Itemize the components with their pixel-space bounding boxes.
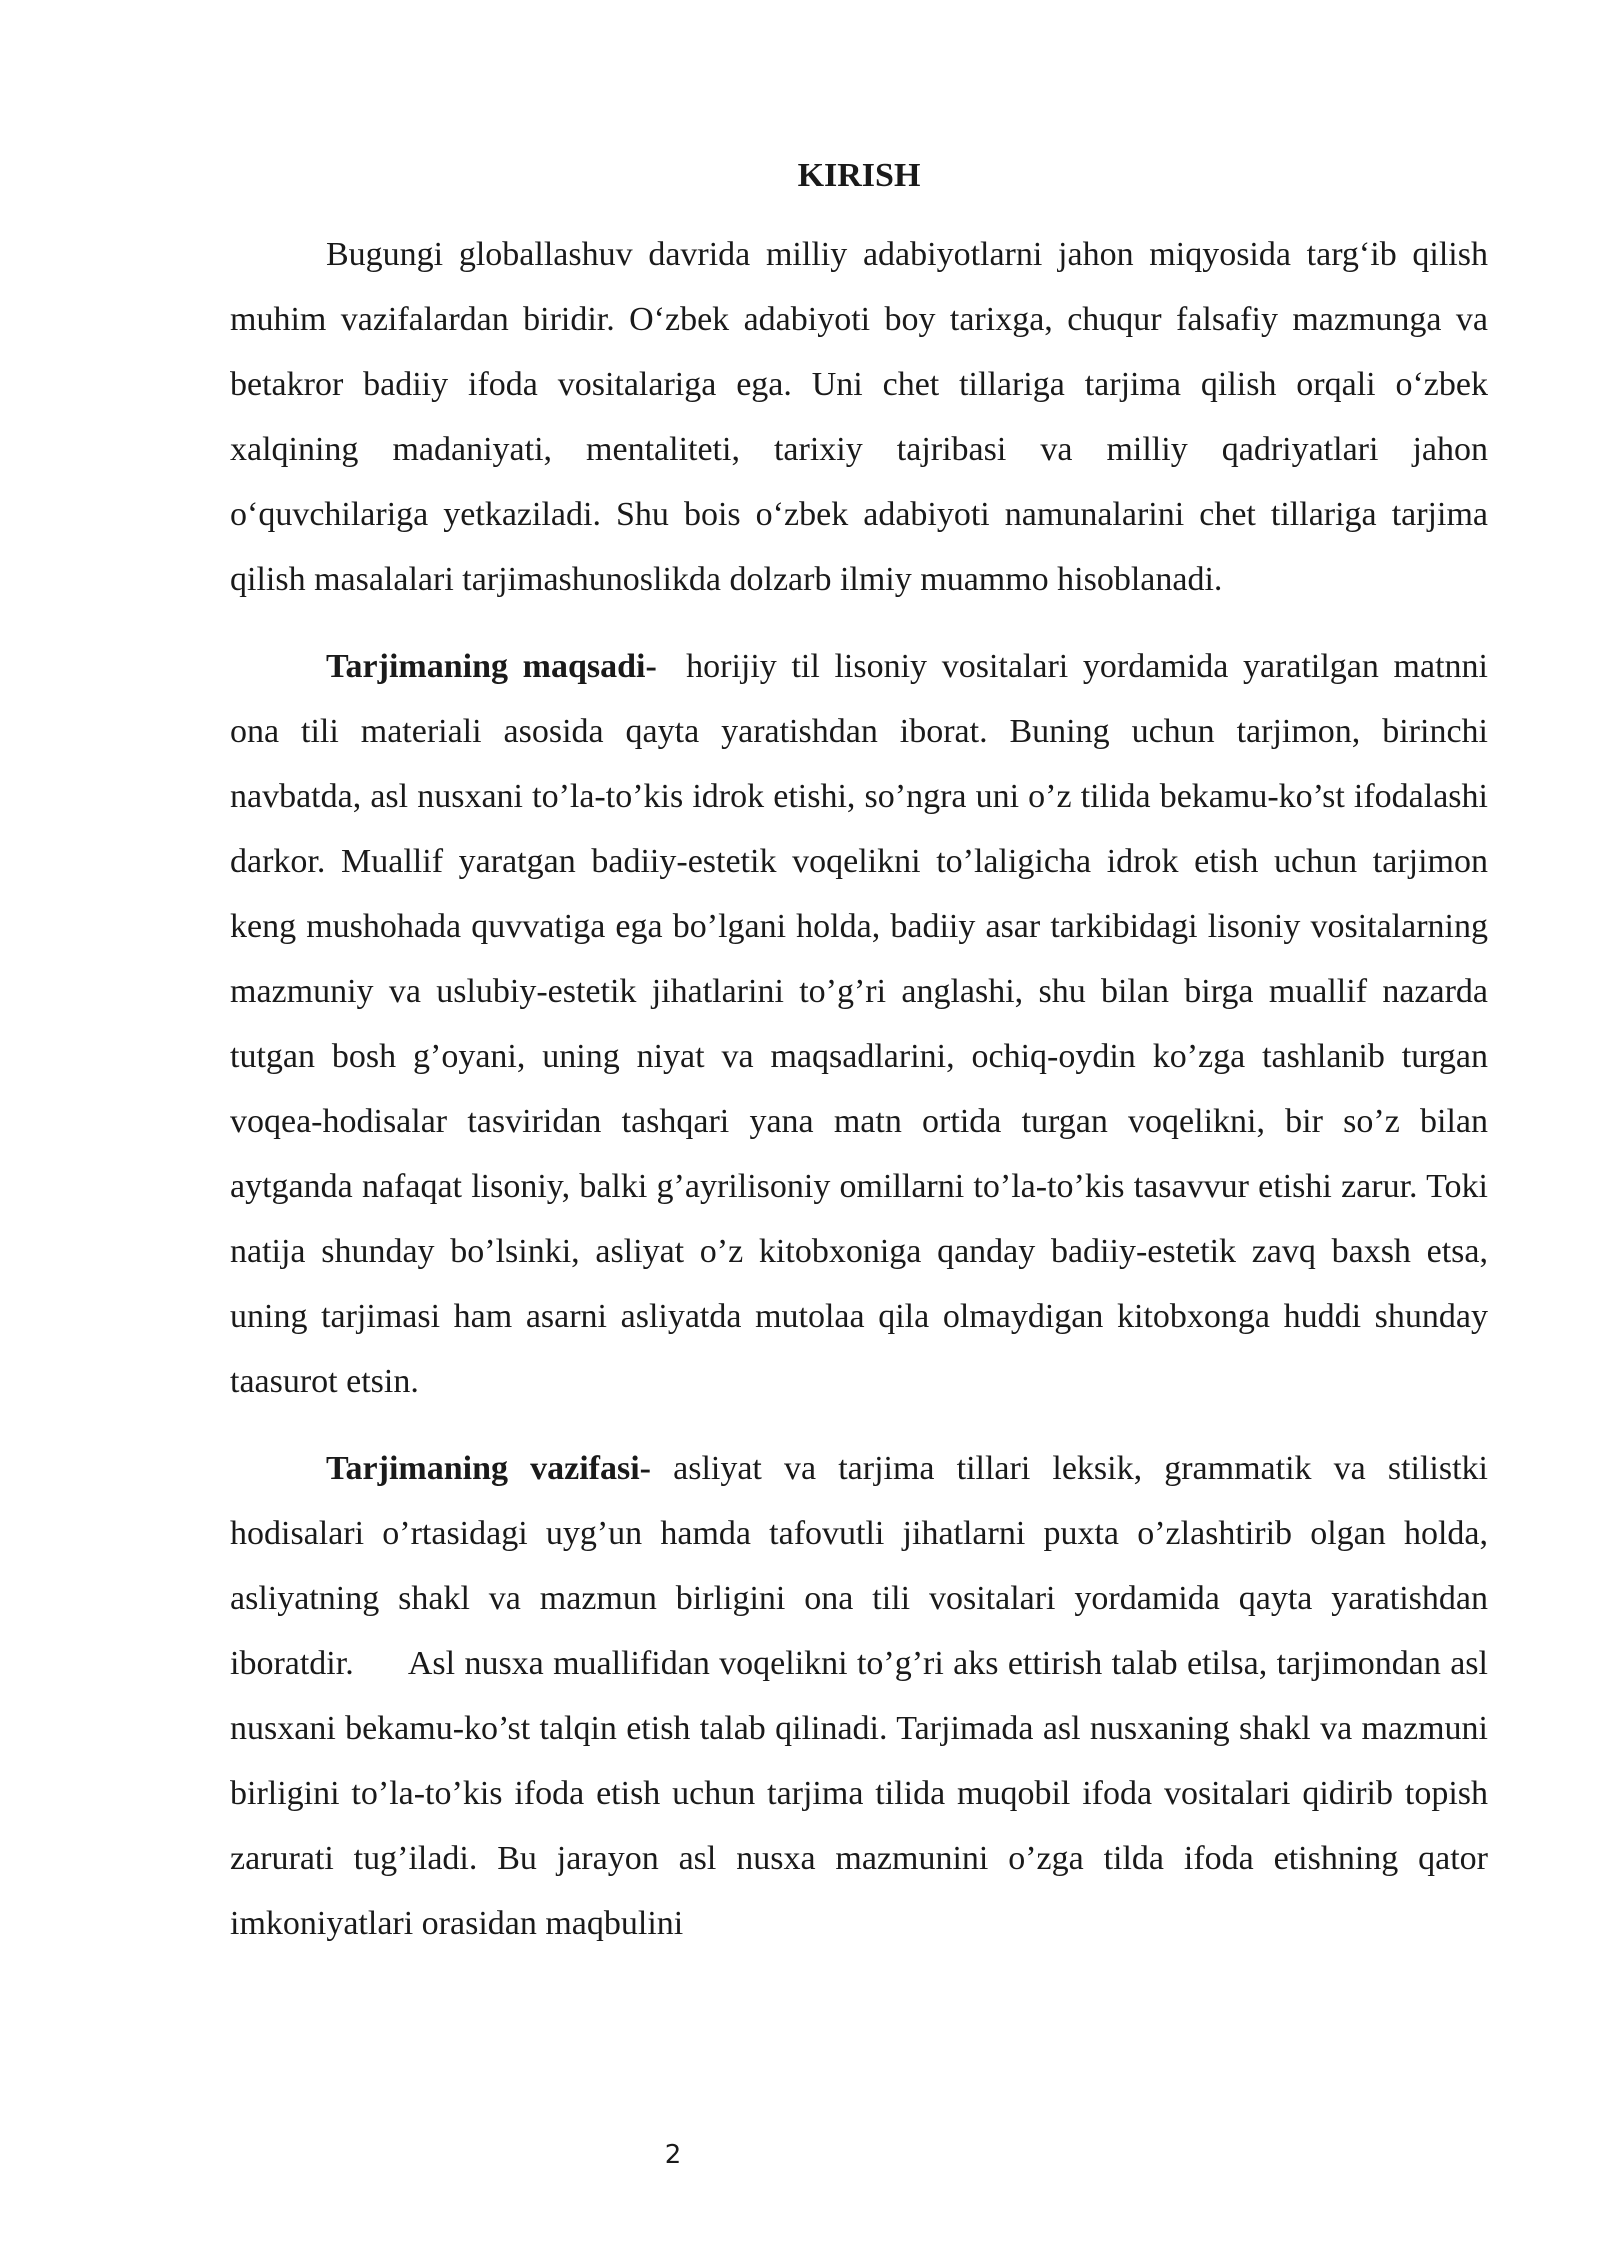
paragraph-intro [230, 222, 1488, 612]
paragraph-lead: Tarjimaning vazifasi- [326, 1450, 651, 1487]
paragraph-translation-goal [230, 634, 1497, 1414]
section-heading: KIRISH [797, 157, 921, 194]
paragraph-text: horijiy til lisoniy vositalari yordamida yaratilgan matnni ona tili materiali asosida qayta yaratishdan iborat. Buning uchun tarjimon, birinchi navbatda, asl nusxani to’la-to’kis idrok etishi, so’ngra uni o’z tilida bekamu-ko’st ifodalashi darkor. Muallif yaratgan badiiy-estetik voqelikni to’laligicha idrok etish uchun tarjimon keng mushohada quvvatiga ega bo’lgani holda, badiiy asar tarkibidagi lisoniy vositalarning mazmuniy va uslubiy-estetik jihatlarini to’g’ri anglashi, shu bilan birga muallif nazarda tutgan bosh g’oyani, uning niyat va maqsadlarini, ochiq-oydin ko’zga tashlanib turgan voqea-hodisalar tasviridan tashqari yana matn ortida turgan voqelikni, bir so’z bilan aytganda nafaqat lisoniy, balki g’ayrilisoniy omillarni to’la-to’kis tasavvur etishi zarur. Toki natija shunday bo’lsinki, asliyat o’z kitobxoniga qanday badiiy-estetik zavq baxsh etsa, uning tarjimasi ham asarni asliyatda mutolaa qila olmaydigan kitobxonga huddi shunday taasurot etsin. [230, 648, 1497, 1400]
document-body [230, 150, 1497, 1978]
paragraph-translation-task [230, 1436, 1497, 1956]
paragraph-lead: Tarjimaning maqsadi- [326, 648, 657, 685]
paragraph-text: asliyat va tarjima tillari leksik, grammatik va stilistki hodisalari o’rtasidagi uyg’un hamda tafovutli jihatlarni puxta o’zlashtirib olgan holda, asliyatning shakl va mazmun birligini ona tili vositalari yordamida qayta yaratishdan iboratdir. Asl nusxa muallifidan voqelikni to’g’ri aks ettirish talab etilsa, tarjimondan asl nusxani bekamu-ko’st talqin etish talab qilinadi. Tarjimada asl nusxaning shakl va mazmuni birligini to’la-to’kis ifoda etish uchun tarjima tilida muqobil ifoda vositalari qidirib topish zarurati tug’iladi. Bu jarayon asl nusxa mazmunini o’zga tilda ifoda etishning qator imkoniyatlari orasidan maqbulini [230, 1450, 1497, 1942]
page-number: 2 [664, 2140, 682, 2170]
paragraph-text: Bugungi globallashuv davrida milliy adabiyotlarni jahon miqyosida targ‘ib qilish muhim vazifalardan biridir. O‘zbek adabiyoti boy tarixga, chuqur falsafiy mazmunga va betakror badiiy ifoda vositalariga ega. Uni chet tillariga tarjima qilish orqali o‘zbek xalqining madaniyati, mentaliteti, tarixiy tajribasi va milliy qadriyatlari jahon o‘quvchilariga yetkaziladi. Shu bois o‘zbek adabiyoti namunalarini chet tillariga tarjima qilish masalalari tarjimashunoslikda dolzarb ilmiy muammo hisoblanadi. [230, 236, 1488, 598]
